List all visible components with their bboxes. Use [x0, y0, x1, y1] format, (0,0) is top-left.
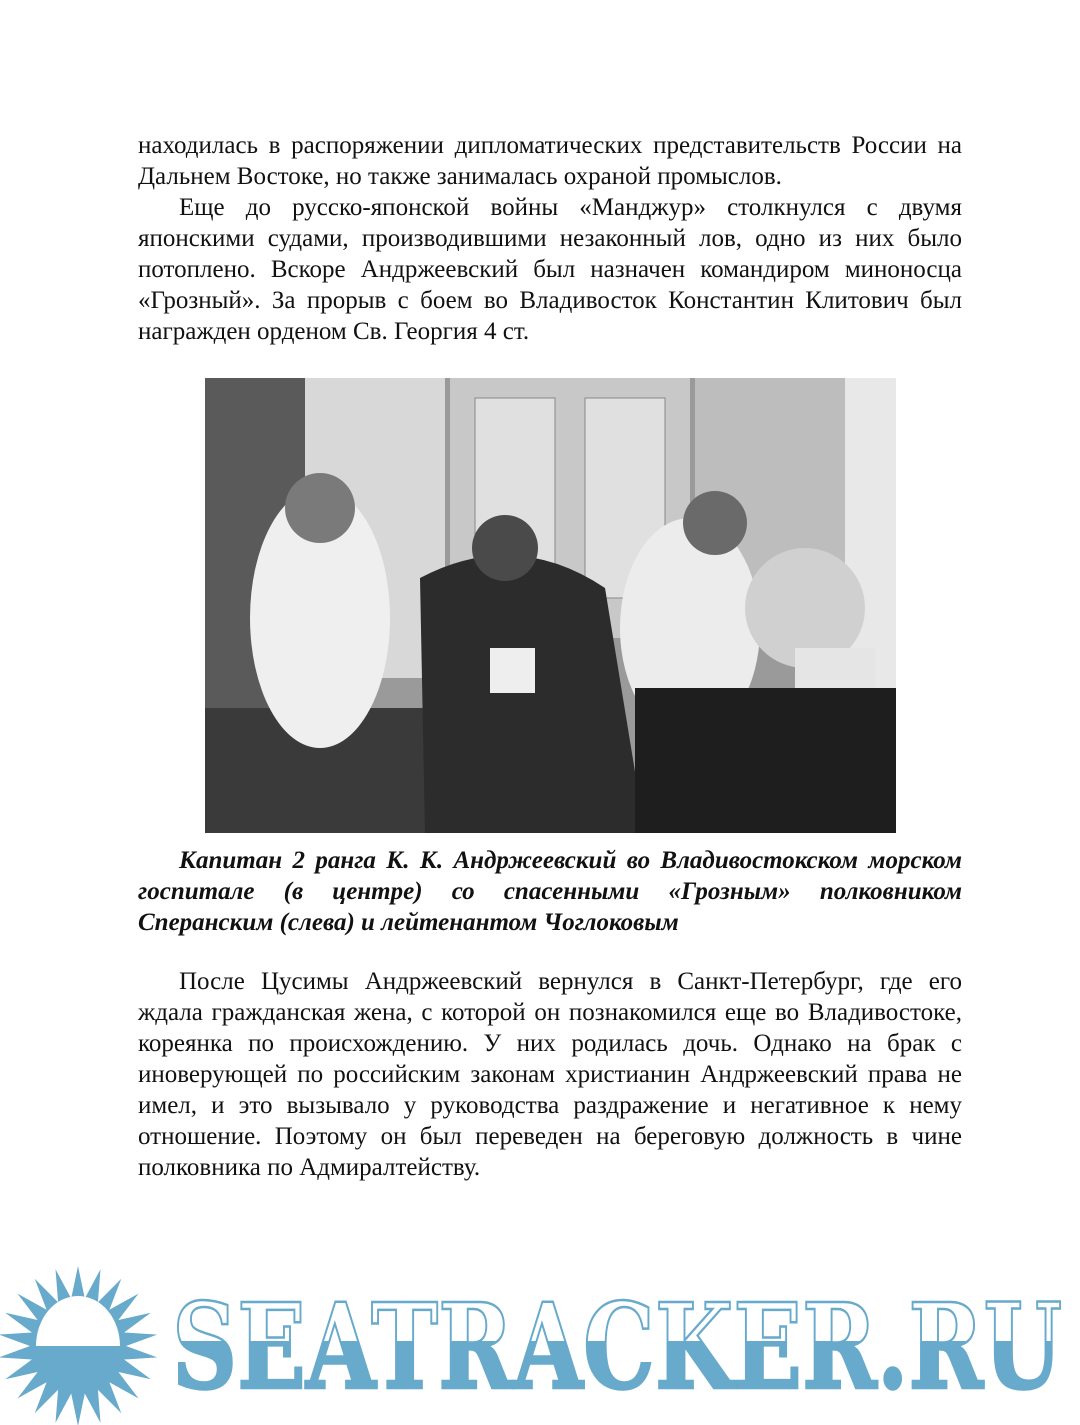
caption-text: Капитан 2 ранга К. К. Андржеевский во Владивостокском морском госпитале (в центре) со спасенными «Грозным» полковником Сперанским (слева) и лейтенантом Чоглоковым — [138, 847, 962, 936]
body-text-top — [138, 130, 962, 347]
sun-icon — [0, 1266, 157, 1425]
body-text-bottom — [138, 966, 962, 1183]
paragraph: Еще до русско-японской войны «Манджур» столкнулся с двумя японскими судами, производившими незаконный лов, одно из них было потоплено. Вскоре Андржеевский был назначен командиром миноносца «Грозный». За прорыв с боем во Владивосток Константин Клитович был награжден орденом Св. Георгия 4 ст. — [138, 194, 962, 345]
paragraph-continued: находилась в распоряжении дипломатических представительств России на Дальнем Востоке, но также занималась охраной промыслов. — [138, 132, 962, 190]
logo-text: SEATRACKER.RU — [172, 1277, 1062, 1416]
seatracker-logo — [0, 1262, 1080, 1425]
photo-caption — [138, 845, 962, 938]
historical-photo — [205, 378, 896, 833]
paragraph: После Цусимы Андржеевский вернулся в Санкт-Петербург, где его ждала гражданская жена, с которой он познакомился еще во Владивостоке, кореянка по происхождению. У них родилась дочь. Однако на брак с иноверующей по российским законам христианин Андржеевский права не имел, и это вызывало у руководства раздражение и негативное к нему отношение. Поэтому он был переведен на береговую должность в чине полковника по Адмиралтейству. — [138, 968, 962, 1181]
